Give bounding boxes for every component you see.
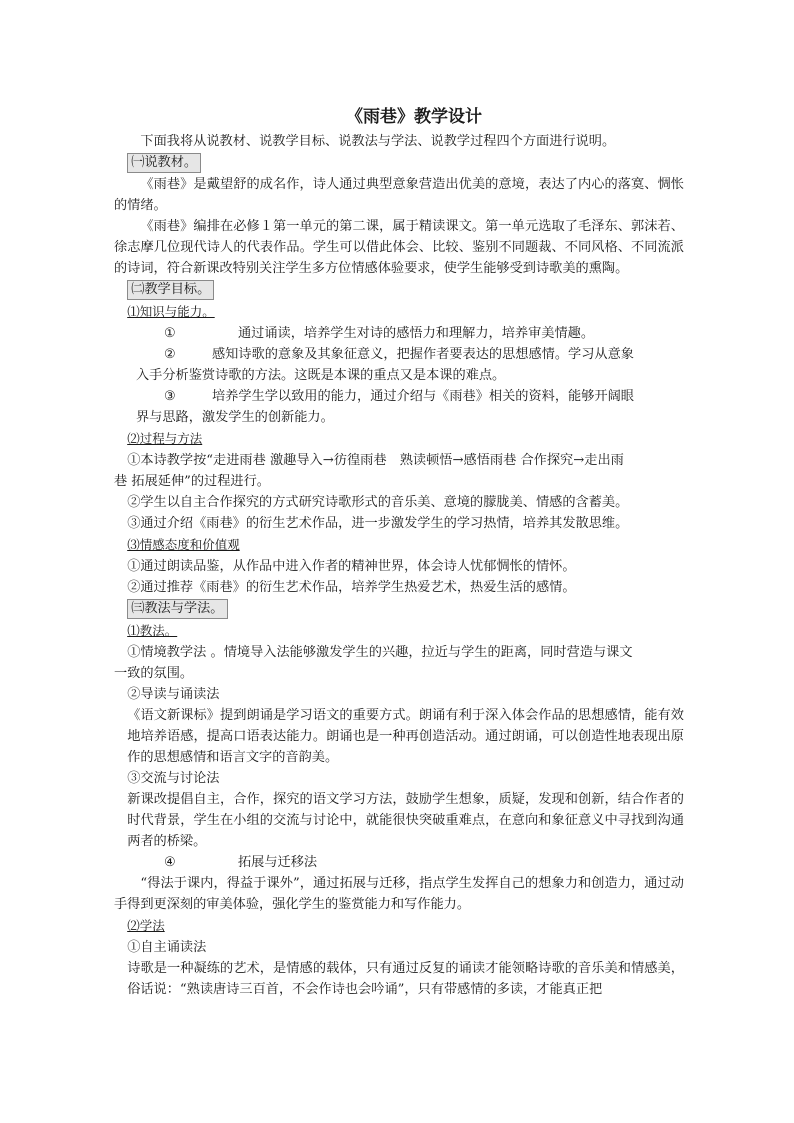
- item-number: ④: [164, 855, 176, 870]
- subheading: ⑶情感态度和价值观: [127, 537, 240, 552]
- item-number: ②: [164, 347, 176, 362]
- subheading: ⑴教法。: [127, 623, 178, 638]
- method-title: ③交流与讨论法: [127, 771, 220, 786]
- section-heading-methods: ㈢教法与学法。: [127, 599, 227, 619]
- item-number: ①: [164, 326, 176, 341]
- subheading: ⑵学法: [127, 918, 165, 933]
- paragraph: ③通过介绍《雨巷》的衍生艺术作品，进一步激发学生的学习热情，培养其发散思维。: [127, 516, 629, 531]
- paragraph: ①本诗教学按“走进雨巷 激趣导入→彷徨雨巷 熟读顿悟→感悟雨巷 合作探究→走出雨: [127, 453, 624, 468]
- paragraph: 《雨巷》编排在必修１第一单元的第二课，属于精读课文。第一单元选取了毛泽东、郭沫若、徐志摩几位现代诗人的代表作品。学生可以借此体会、比较、鉴别不同题裁、不同风格、不同流派的诗词，符合新课改特别关注学生多方位情感体验要求，使学生能够受到诗歌美的熏陶。: [114, 219, 684, 276]
- intro-paragraph: 下面我将从说教材、说教学目标、说教法与学法、说教学过程四个方面进行说明。: [140, 134, 616, 149]
- paragraph: 《雨巷》是戴望舒的成名作，诗人通过典型意象营造出优美的意境，表达了内心的落寞、惆怅的情绪。: [114, 177, 684, 213]
- paragraph: 新课改提倡自主，合作，探究的语文学习方法，鼓励学生想象，质疑，发现和创新，结合作者的时代背景，学生在小组的交流与讨论中，就能很快突破重难点，在意向和象征意义中寻找到沟通两者的桥梁。: [127, 792, 684, 849]
- section-heading-textbook: ㈠说教材。: [127, 153, 201, 173]
- item-number: ③: [164, 389, 176, 404]
- item-text-continued: 入手分析鉴赏诗歌的方法。这既是本课的重点又是本课的难点。: [136, 368, 506, 383]
- method-title: ①自主诵读法: [127, 940, 207, 955]
- method-title: ②导读与诵读法: [127, 687, 220, 702]
- paragraph: ①情境教学法 。情境导入法能够激发学生的兴趣，拉近与学生的距离，同时营造与课文: [127, 645, 633, 660]
- item-text-continued: 界与思路，激发学生的创新能力。: [136, 410, 334, 425]
- item-text: 感知诗歌的意象及其象征意义，把握作者要表达的思想感情。学习从意象: [212, 347, 634, 362]
- method-title: 拓展与迁移法: [238, 855, 318, 870]
- goal-item: [114, 386, 684, 407]
- paragraph: 一致的氛围。: [114, 666, 194, 681]
- document-title: 《雨巷》教学设计: [346, 107, 482, 127]
- paragraph: ②通过推荐《雨巷》的衍生艺术作品，培养学生热爱艺术，热爱生活的感情。: [127, 580, 576, 595]
- paragraph: 诗歌是一种凝练的艺术，是情感的载体，只有通过反复的诵读才能领略诗歌的音乐美和情感美，俗话说：“熟读唐诗三百首，不会作诗也会吟诵”，只有带感情的多读，才能真正把: [127, 961, 684, 997]
- subheading: ⑵过程与方法: [127, 431, 203, 446]
- paragraph: 《语文新课标》提到朗诵是学习语文的重要方式。朗诵有利于深入体会作品的思想感情，能有效地培养语感，提高口语表达能力。朗诵也是一种再创造活动。通过朗诵，可以创造性地表现出原作的思想感情和语言文字的音韵美。: [127, 708, 684, 765]
- item-text: 培养学生学以致用的能力，通过介绍与《雨巷》相关的资料，能够开阔眼: [212, 389, 634, 404]
- goal-item: [114, 323, 684, 344]
- paragraph: “得法于课内，得益于课外”，通过拓展与迁移，指点学生发挥自己的想象力和创造力，通过动手得到更深刻的审美体验，强化学生的鉴赏能力和写作能力。: [114, 876, 684, 912]
- document-page: [114, 103, 684, 1000]
- subheading: ⑴知识与能力。: [127, 304, 215, 319]
- goal-item: [114, 344, 684, 365]
- method-item: [114, 852, 684, 873]
- paragraph: ②学生以自主合作探究的方式研究诗歌形式的音乐美、意境的朦胧美、情感的含蓄美。: [127, 495, 629, 510]
- paragraph: ①通过朗读品鉴，从作品中进入作者的精神世界，体会诗人忧郁惆怅的情怀。: [127, 559, 576, 574]
- item-text: 通过诵读，培养学生对诗的感悟力和理解力，培养审美情趣。: [238, 326, 595, 341]
- section-heading-goals: ㈡教学目标。: [127, 280, 214, 300]
- paragraph: 巷 拓展延伸”的过程进行。: [114, 474, 270, 489]
